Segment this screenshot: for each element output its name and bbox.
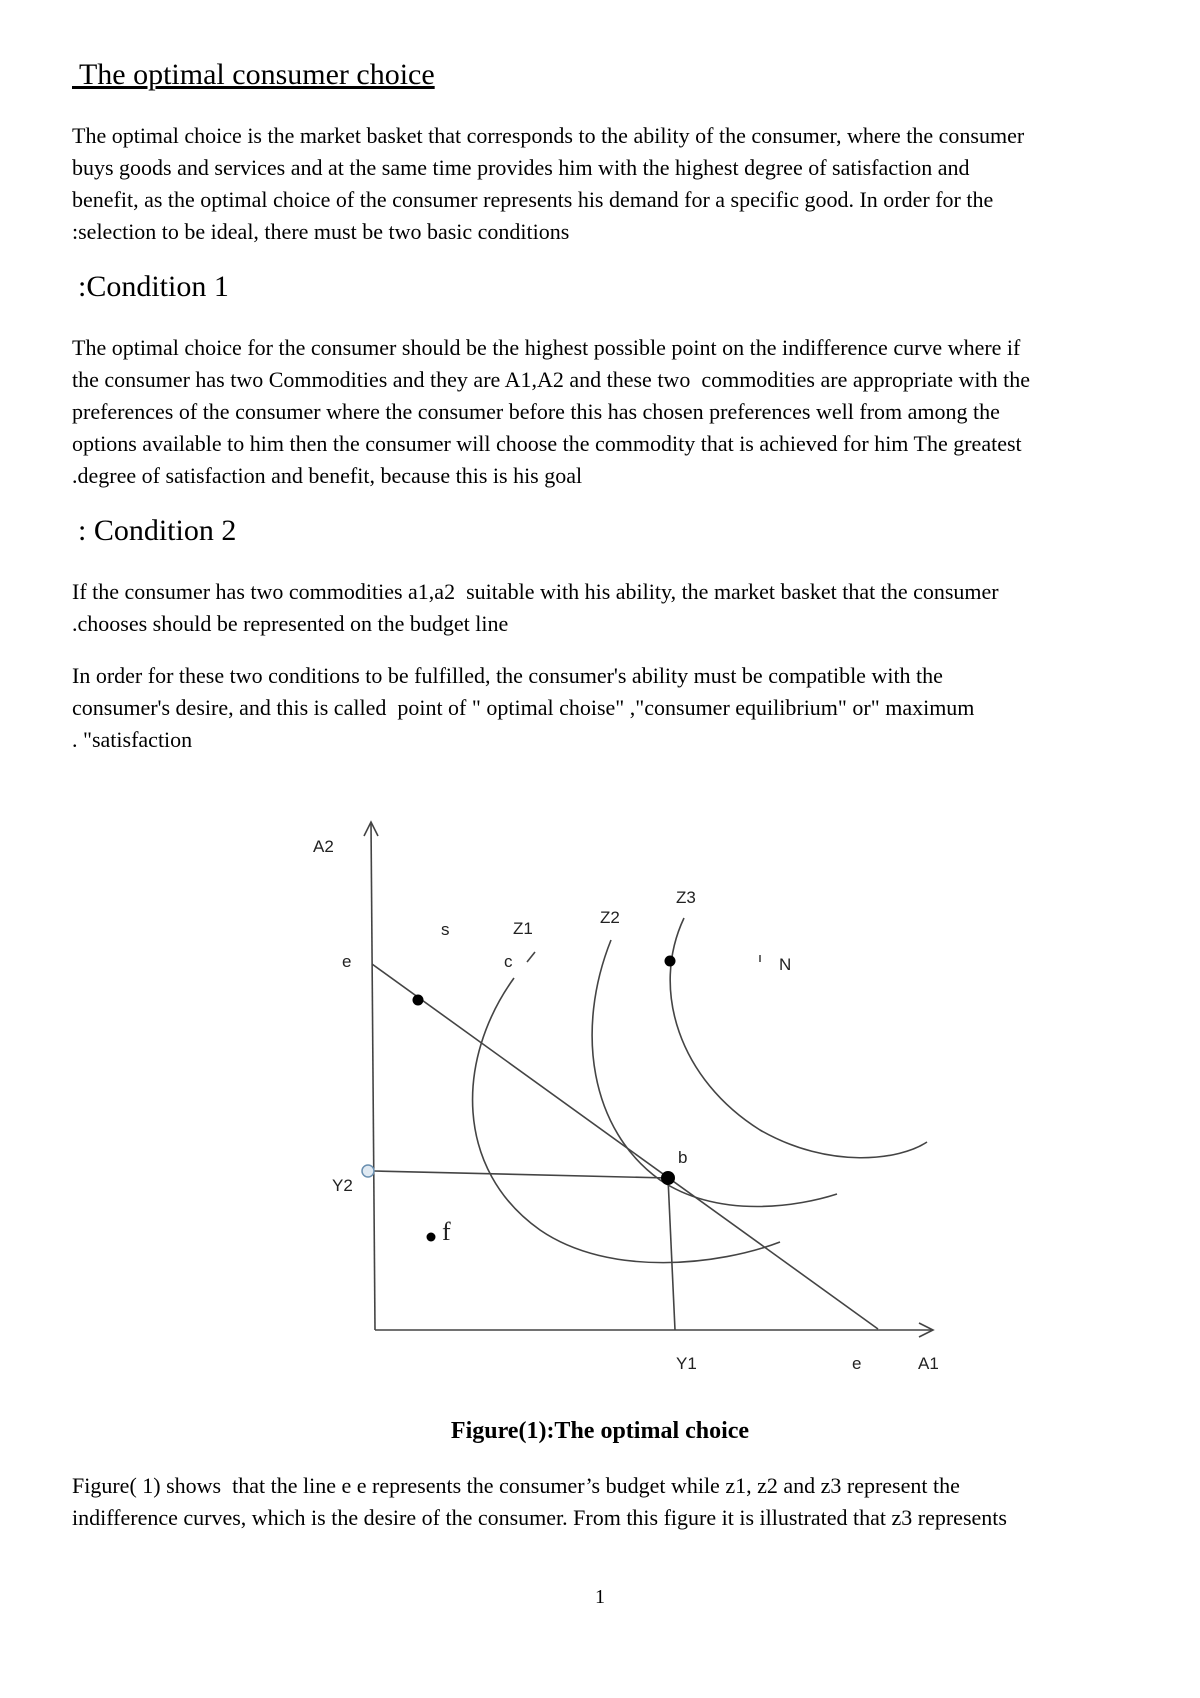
budget-intercept-x-label: e [852,1354,862,1373]
condition2-heading: : Condition 2 [78,514,237,547]
intro-paragraph: The optimal choice is the market basket that corresponds to the ability of the consumer, where the consumer buys goods and services and at the same time provides him with the highest degree of satisfaction and benefit, as the optimal choice of the consumer represents his demand for a specific good. In order for the :selection to be ideal, there must be two basic conditions [72,123,1025,244]
indifference-curve-z3 [670,918,927,1158]
point-label-c: c [504,952,513,971]
figure-description-paragraph: Figure( 1) shows that the line e e represents the consumer’s budget while z1, z2 and z3 represent the indifference curves, which is the desire of the consumer. From this figure it is illustrated that z3 represents [72,1473,1007,1530]
page-number: 1 [595,1586,605,1608]
y2-guide-line [374,1171,668,1178]
y1-guide-line [668,1178,675,1330]
indifference-curve-z2 [592,940,837,1207]
point-f [427,1233,436,1242]
curve-label-z1: Z1 [513,919,533,938]
condition1-heading: :Condition 1 [78,270,229,303]
point-label-b: b [678,1148,688,1167]
y1-label: Y1 [676,1354,697,1373]
point-y2-marker [362,1165,374,1177]
indifference-curve-z1 [473,978,780,1263]
point-on-z3 [665,956,676,967]
curve-label-z2: Z2 [600,908,620,927]
page-title: The optimal consumer choice [72,58,435,91]
point-on-budget-line [413,995,424,1006]
conditions-fulfilled-paragraph: In order for these two conditions to be fulfilled, the consumer's ability must be compatible with the consumer's desire, and this is called point of " optimal choise" ,"consumer equilibrium" or" maximum . "satisfaction [72,663,975,752]
point-b-equilibrium [661,1171,675,1185]
y-axis-label: A2 [313,837,334,856]
point-label-f: f [442,1217,451,1246]
curve-label-z3: Z3 [676,888,696,907]
y2-label: Y2 [332,1176,353,1195]
point-label-s: s [441,920,450,939]
x-axis-label: A1 [918,1354,939,1373]
point-label-n: N [779,955,792,974]
condition1-paragraph: The optimal choice for the consumer should be the highest possible point on the indifference curve where if the consumer has two Commodities and they are A1,A2 and these two commodities are appropriate with the preferences of the consumer where the consumer before this has chosen preferences well from among the options available to him then the consumer will choose the commodity that is achieved for him The greatest .degree of satisfaction and benefit, because this is his goal [72,335,1030,488]
y-axis [371,822,375,1330]
budget-line [372,964,878,1329]
c-tick-mark [527,952,535,962]
budget-intercept-y-label: e [342,952,352,971]
figure-caption: Figure(1):The optimal choice [450,1418,750,1444]
condition2-paragraph: If the consumer has two commodities a1,a2 suitable with his ability, the market basket that the consumer .chooses should be represented on the budget line [72,579,999,636]
